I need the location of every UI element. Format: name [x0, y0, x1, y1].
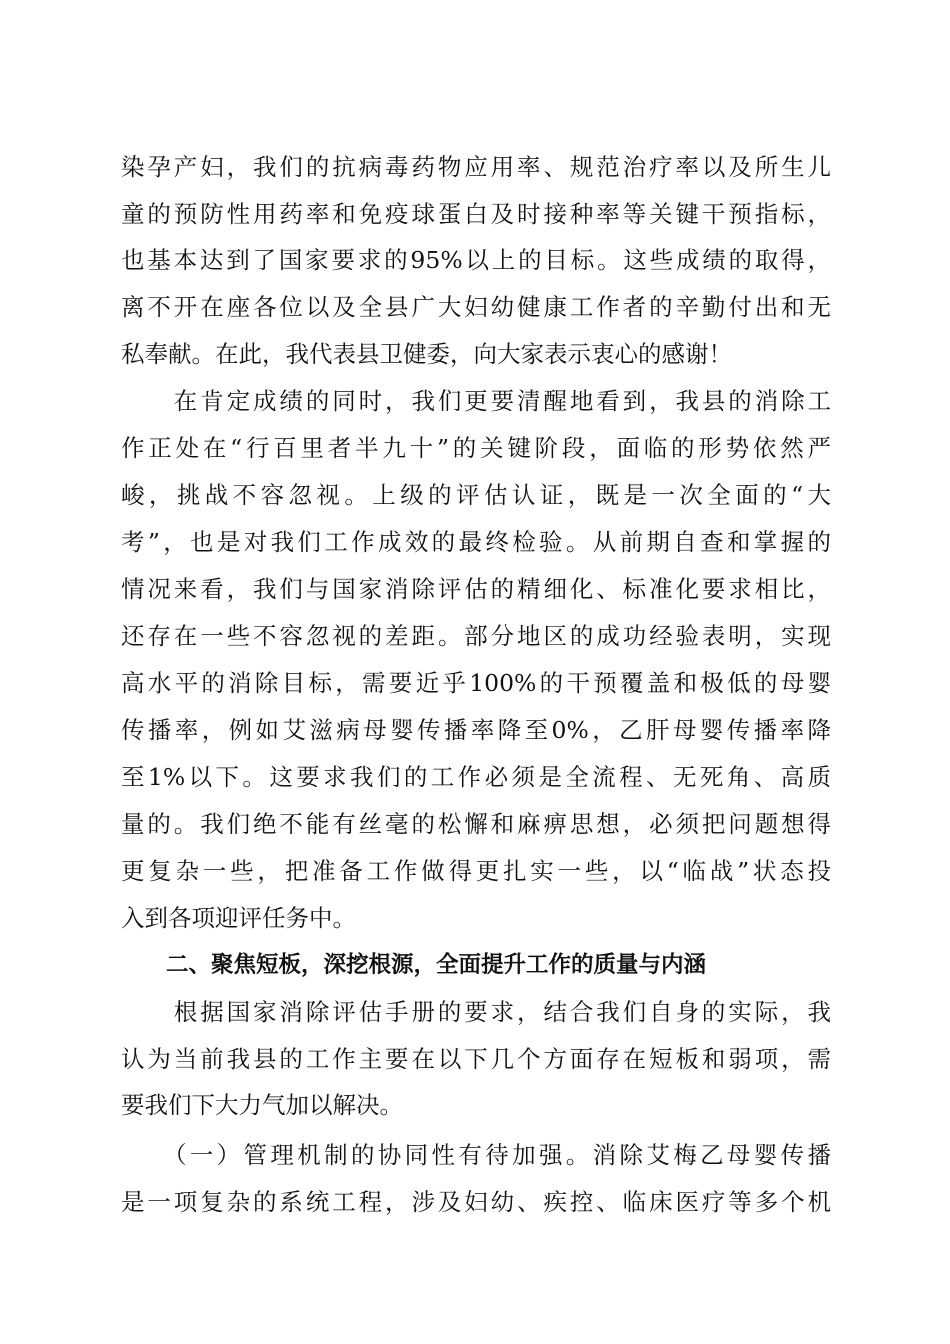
body-text-line: 认为当前我县的工作主要在以下几个方面存在短板和弱项，需: [121, 1045, 831, 1073]
subsection-line: （一）管理机制的协同性有待加强。消除艾梅乙母婴传播: [121, 1141, 831, 1169]
body-text-line: 离不开在座各位以及全县广大妇幼健康工作者的辛勤付出和无: [121, 293, 831, 321]
body-text-line: 童的预防性用药率和免疫球蛋白及时接种率等关键干预指标，: [121, 200, 831, 228]
body-text-line: 情况来看，我们与国家消除评估的精细化、标准化要求相比，: [121, 575, 831, 603]
body-text-line: 更复杂一些，把准备工作做得更扎实一些，以“临战”状态投: [121, 857, 831, 885]
body-text-line: 染孕产妇，我们的抗病毒药物应用率、规范治疗率以及所生儿: [121, 153, 831, 181]
body-text-line: 高水平的消除目标，需要近乎100%的干预覆盖和极低的母婴: [121, 669, 831, 697]
body-text-line: 还存在一些不容忽视的差距。部分地区的成功经验表明，实现: [121, 622, 831, 650]
body-text-line: 峻，挑战不容忽视。上级的评估认证，既是一次全面的“大: [121, 481, 831, 509]
body-text-line: 至1%以下。这要求我们的工作必须是全流程、无死角、高质: [121, 763, 831, 791]
body-text-line: 入到各项迎评任务中。: [121, 904, 356, 932]
body-text-line: 传播率，例如艾滋病母婴传播率降至0%，乙肝母婴传播率降: [121, 716, 831, 744]
body-text-line: 是一项复杂的系统工程，涉及妇幼、疾控、临床医疗等多个机: [121, 1188, 831, 1216]
body-text-line: 私奉献。在此，我代表县卫健委，向大家表示衷心的感谢！: [121, 340, 732, 368]
body-text-line: 作正处在“行百里者半九十”的关键阶段，面临的形势依然严: [121, 434, 831, 462]
body-text-line: 在肯定成绩的同时，我们更要清醒地看到，我县的消除工: [121, 387, 831, 415]
body-text-line: 也基本达到了国家要求的95%以上的目标。这些成绩的取得，: [121, 246, 831, 274]
section-heading: 二、聚焦短板，深挖根源，全面提升工作的质量与内涵: [121, 952, 707, 978]
body-text-line: 根据国家消除评估手册的要求，结合我们自身的实际，我: [121, 998, 831, 1026]
body-text-line: 量的。我们绝不能有丝毫的松懈和麻痹思想，必须把问题想得: [121, 810, 831, 838]
body-text-line: 考”，也是对我们工作成效的最终检验。从前期自查和掌握的: [121, 528, 831, 556]
body-text-line: 要我们下大力气加以解决。: [121, 1091, 403, 1119]
